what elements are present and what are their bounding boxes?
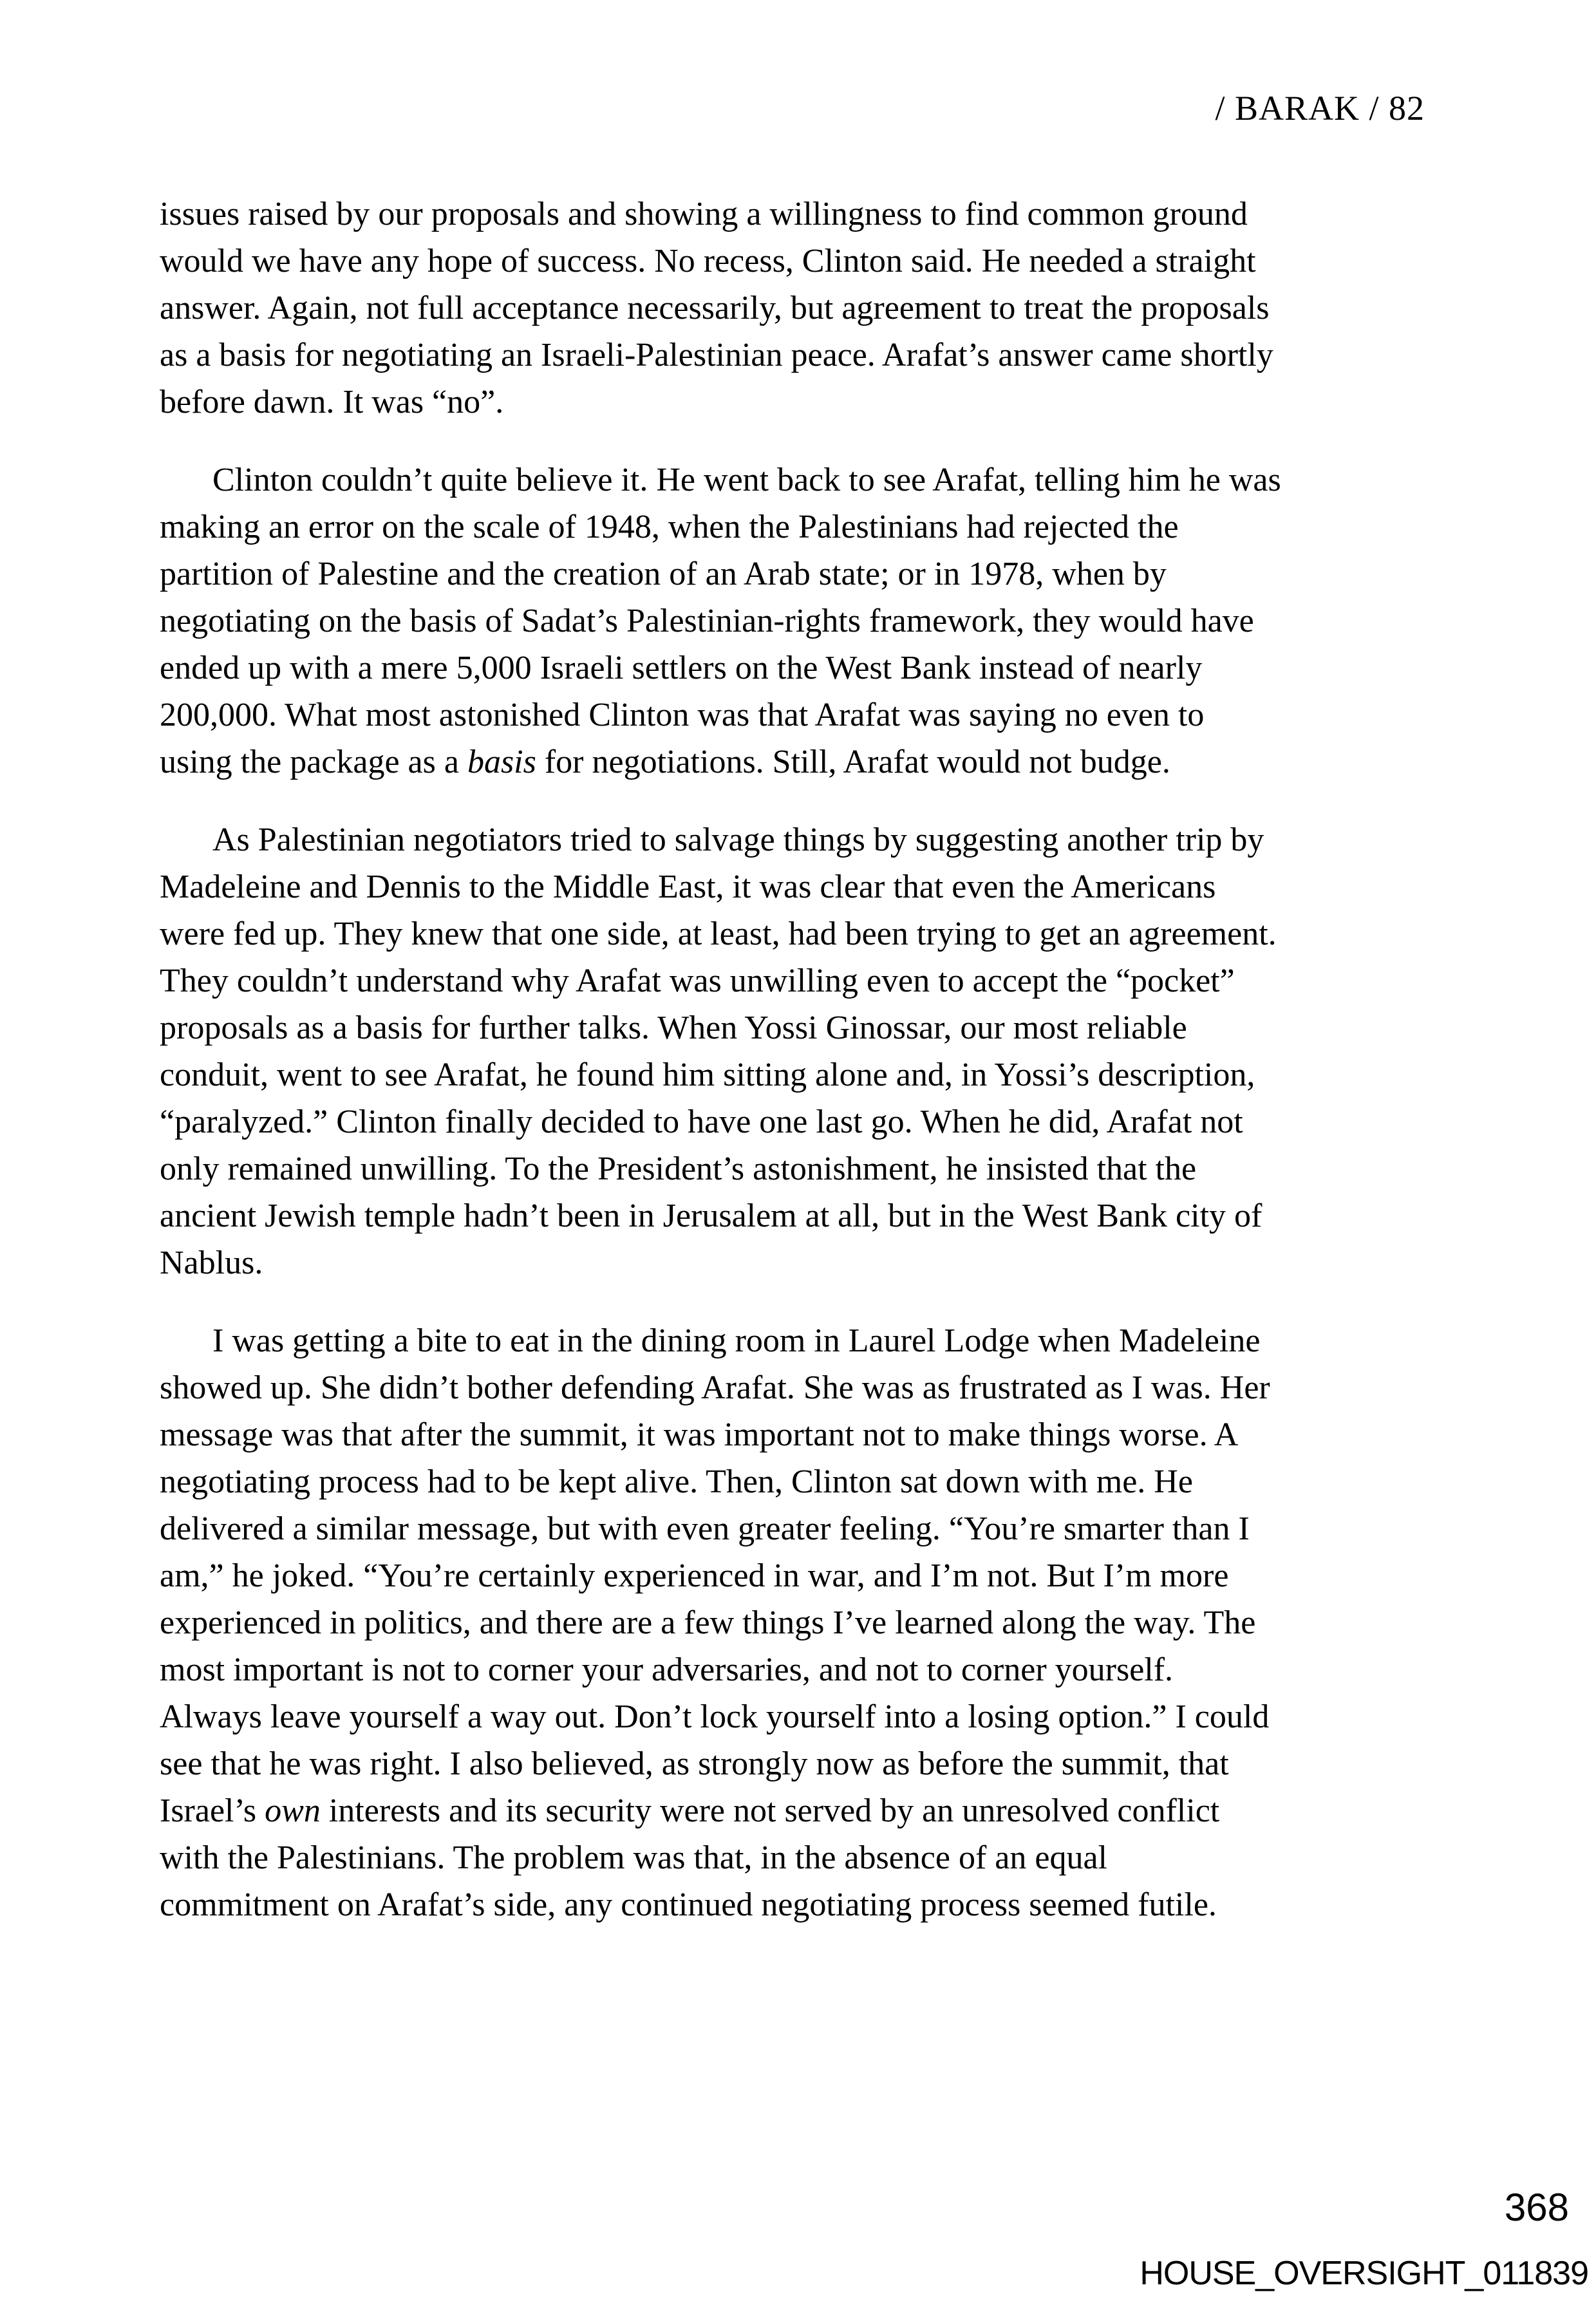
text-line: [160, 1552, 1440, 1599]
text-line: [160, 863, 1440, 910]
text-line: [160, 1834, 1440, 1881]
text-segment: ancient Jewish temple hadn’t been in Jerusalem at all, but in the West Bank city of: [160, 1198, 1263, 1234]
page-body: [160, 191, 1440, 1928]
text-segment: partition of Palestine and the creation of an Arab state; or in 1978, when by: [160, 556, 1167, 592]
text-segment: Israel’s: [160, 1792, 265, 1829]
text-line: [160, 1004, 1440, 1051]
text-line: [160, 1787, 1440, 1834]
text-segment: were fed up. They knew that one side, at least, had been trying to get an agreement.: [160, 916, 1277, 952]
text-line: [160, 238, 1440, 285]
paragraph: [160, 191, 1440, 426]
text-segment: I was getting a bite to eat in the dining room in Laurel Lodge when Madeleine: [212, 1322, 1261, 1359]
text-line: [160, 285, 1440, 332]
text-line: [160, 1646, 1440, 1693]
italic-text: own: [265, 1792, 321, 1829]
text-line: [160, 1693, 1440, 1740]
text-line: [160, 1051, 1440, 1098]
paragraph: [160, 816, 1440, 1286]
text-segment: showed up. She didn’t bother defending Arafat. She was as frustrated as I was. Her: [160, 1369, 1270, 1406]
text-line: [160, 644, 1440, 691]
text-segment: before dawn. It was “no”.: [160, 384, 504, 420]
text-line: [160, 456, 1440, 503]
text-segment: As Palestinian negotiators tried to salvage things by suggesting another trip by: [212, 822, 1264, 858]
text-segment: only remained unwilling. To the President’s astonishment, he insisted that the: [160, 1151, 1197, 1187]
text-line: [160, 1599, 1440, 1646]
text-line: [160, 379, 1440, 426]
text-line: [160, 597, 1440, 644]
text-segment: most important is not to corner your adversaries, and not to corner yourself.: [160, 1651, 1174, 1688]
text-segment: negotiating on the basis of Sadat’s Palestinian-rights framework, they would have: [160, 603, 1254, 639]
running-head: / BARAK / 82: [1215, 89, 1425, 127]
text-line: [160, 1740, 1440, 1787]
text-line: [160, 191, 1440, 238]
text-line: [160, 332, 1440, 379]
text-line: [160, 550, 1440, 597]
text-segment: would we have any hope of success. No recess, Clinton said. He needed a straight: [160, 243, 1256, 279]
text-segment: ended up with a mere 5,000 Israeli settlers on the West Bank instead of nearly: [160, 650, 1203, 686]
italic-text: basis: [467, 744, 536, 780]
text-line: [160, 1317, 1440, 1364]
paragraph: [160, 1317, 1440, 1928]
text-segment: They couldn’t understand why Arafat was unwilling even to accept the “pocket”: [160, 963, 1235, 999]
text-segment: Nablus.: [160, 1245, 263, 1281]
text-segment: with the Palestinians. The problem was that, in the absence of an equal: [160, 1839, 1107, 1876]
text-segment: for negotiations. Still, Arafat would not budge.: [536, 744, 1170, 780]
text-line: [160, 910, 1440, 957]
text-line: [160, 1411, 1440, 1458]
text-segment: Madeleine and Dennis to the Middle East, it was clear that even the Americans: [160, 869, 1216, 905]
text-segment: making an error on the scale of 1948, when the Palestinians had rejected the: [160, 509, 1179, 545]
text-line: [160, 1098, 1440, 1145]
text-line: [160, 1192, 1440, 1239]
text-line: [160, 1239, 1440, 1286]
text-line: [160, 957, 1440, 1004]
text-line: [160, 1364, 1440, 1411]
bates-stamp: HOUSE_OVERSIGHT_011839: [1140, 2255, 1588, 2292]
paragraph: [160, 456, 1440, 785]
text-line: [160, 738, 1440, 785]
text-line: [160, 691, 1440, 738]
text-segment: answer. Again, not full acceptance necessarily, but agreement to treat the proposals: [160, 290, 1270, 326]
text-line: [160, 1505, 1440, 1552]
text-segment: am,” he joked. “You’re certainly experienced in war, and I’m not. But I’m more: [160, 1557, 1229, 1594]
text-line: [160, 1145, 1440, 1192]
text-segment: “paralyzed.” Clinton finally decided to have one last go. When he did, Arafat not: [160, 1104, 1243, 1140]
text-segment: as a basis for negotiating an Israeli-Palestinian peace. Arafat’s answer came shortly: [160, 337, 1273, 373]
text-segment: issues raised by our proposals and showing a willingness to find common ground: [160, 196, 1248, 232]
text-segment: interests and its security were not served by an unresolved conflict: [320, 1792, 1220, 1829]
text-segment: see that he was right. I also believed, as strongly now as before the summit, that: [160, 1745, 1229, 1782]
text-line: [160, 1881, 1440, 1928]
text-segment: 200,000. What most astonished Clinton was that Arafat was saying no even to: [160, 697, 1205, 733]
text-line: [160, 1458, 1440, 1505]
text-segment: Clinton couldn’t quite believe it. He went back to see Arafat, telling him he was: [212, 462, 1281, 498]
text-segment: delivered a similar message, but with even greater feeling. “You’re smarter than I: [160, 1510, 1250, 1547]
text-segment: commitment on Arafat’s side, any continued negotiating process seemed futile.: [160, 1886, 1217, 1923]
text-line: [160, 503, 1440, 550]
text-line: [160, 816, 1440, 863]
text-segment: experienced in politics, and there are a few things I’ve learned along the way. The: [160, 1604, 1256, 1641]
text-segment: using the package as a: [160, 744, 467, 780]
page-number: 368: [1504, 2186, 1569, 2229]
text-segment: conduit, went to see Arafat, he found him sitting alone and, in Yossi’s description,: [160, 1057, 1255, 1093]
text-segment: negotiating process had to be kept alive. Then, Clinton sat down with me. He: [160, 1463, 1193, 1500]
text-segment: proposals as a basis for further talks. When Yossi Ginossar, our most reliable: [160, 1010, 1187, 1046]
text-segment: message was that after the summit, it was important not to make things worse. A: [160, 1416, 1239, 1453]
text-segment: Always leave yourself a way out. Don’t lock yourself into a losing option.” I could: [160, 1698, 1270, 1735]
